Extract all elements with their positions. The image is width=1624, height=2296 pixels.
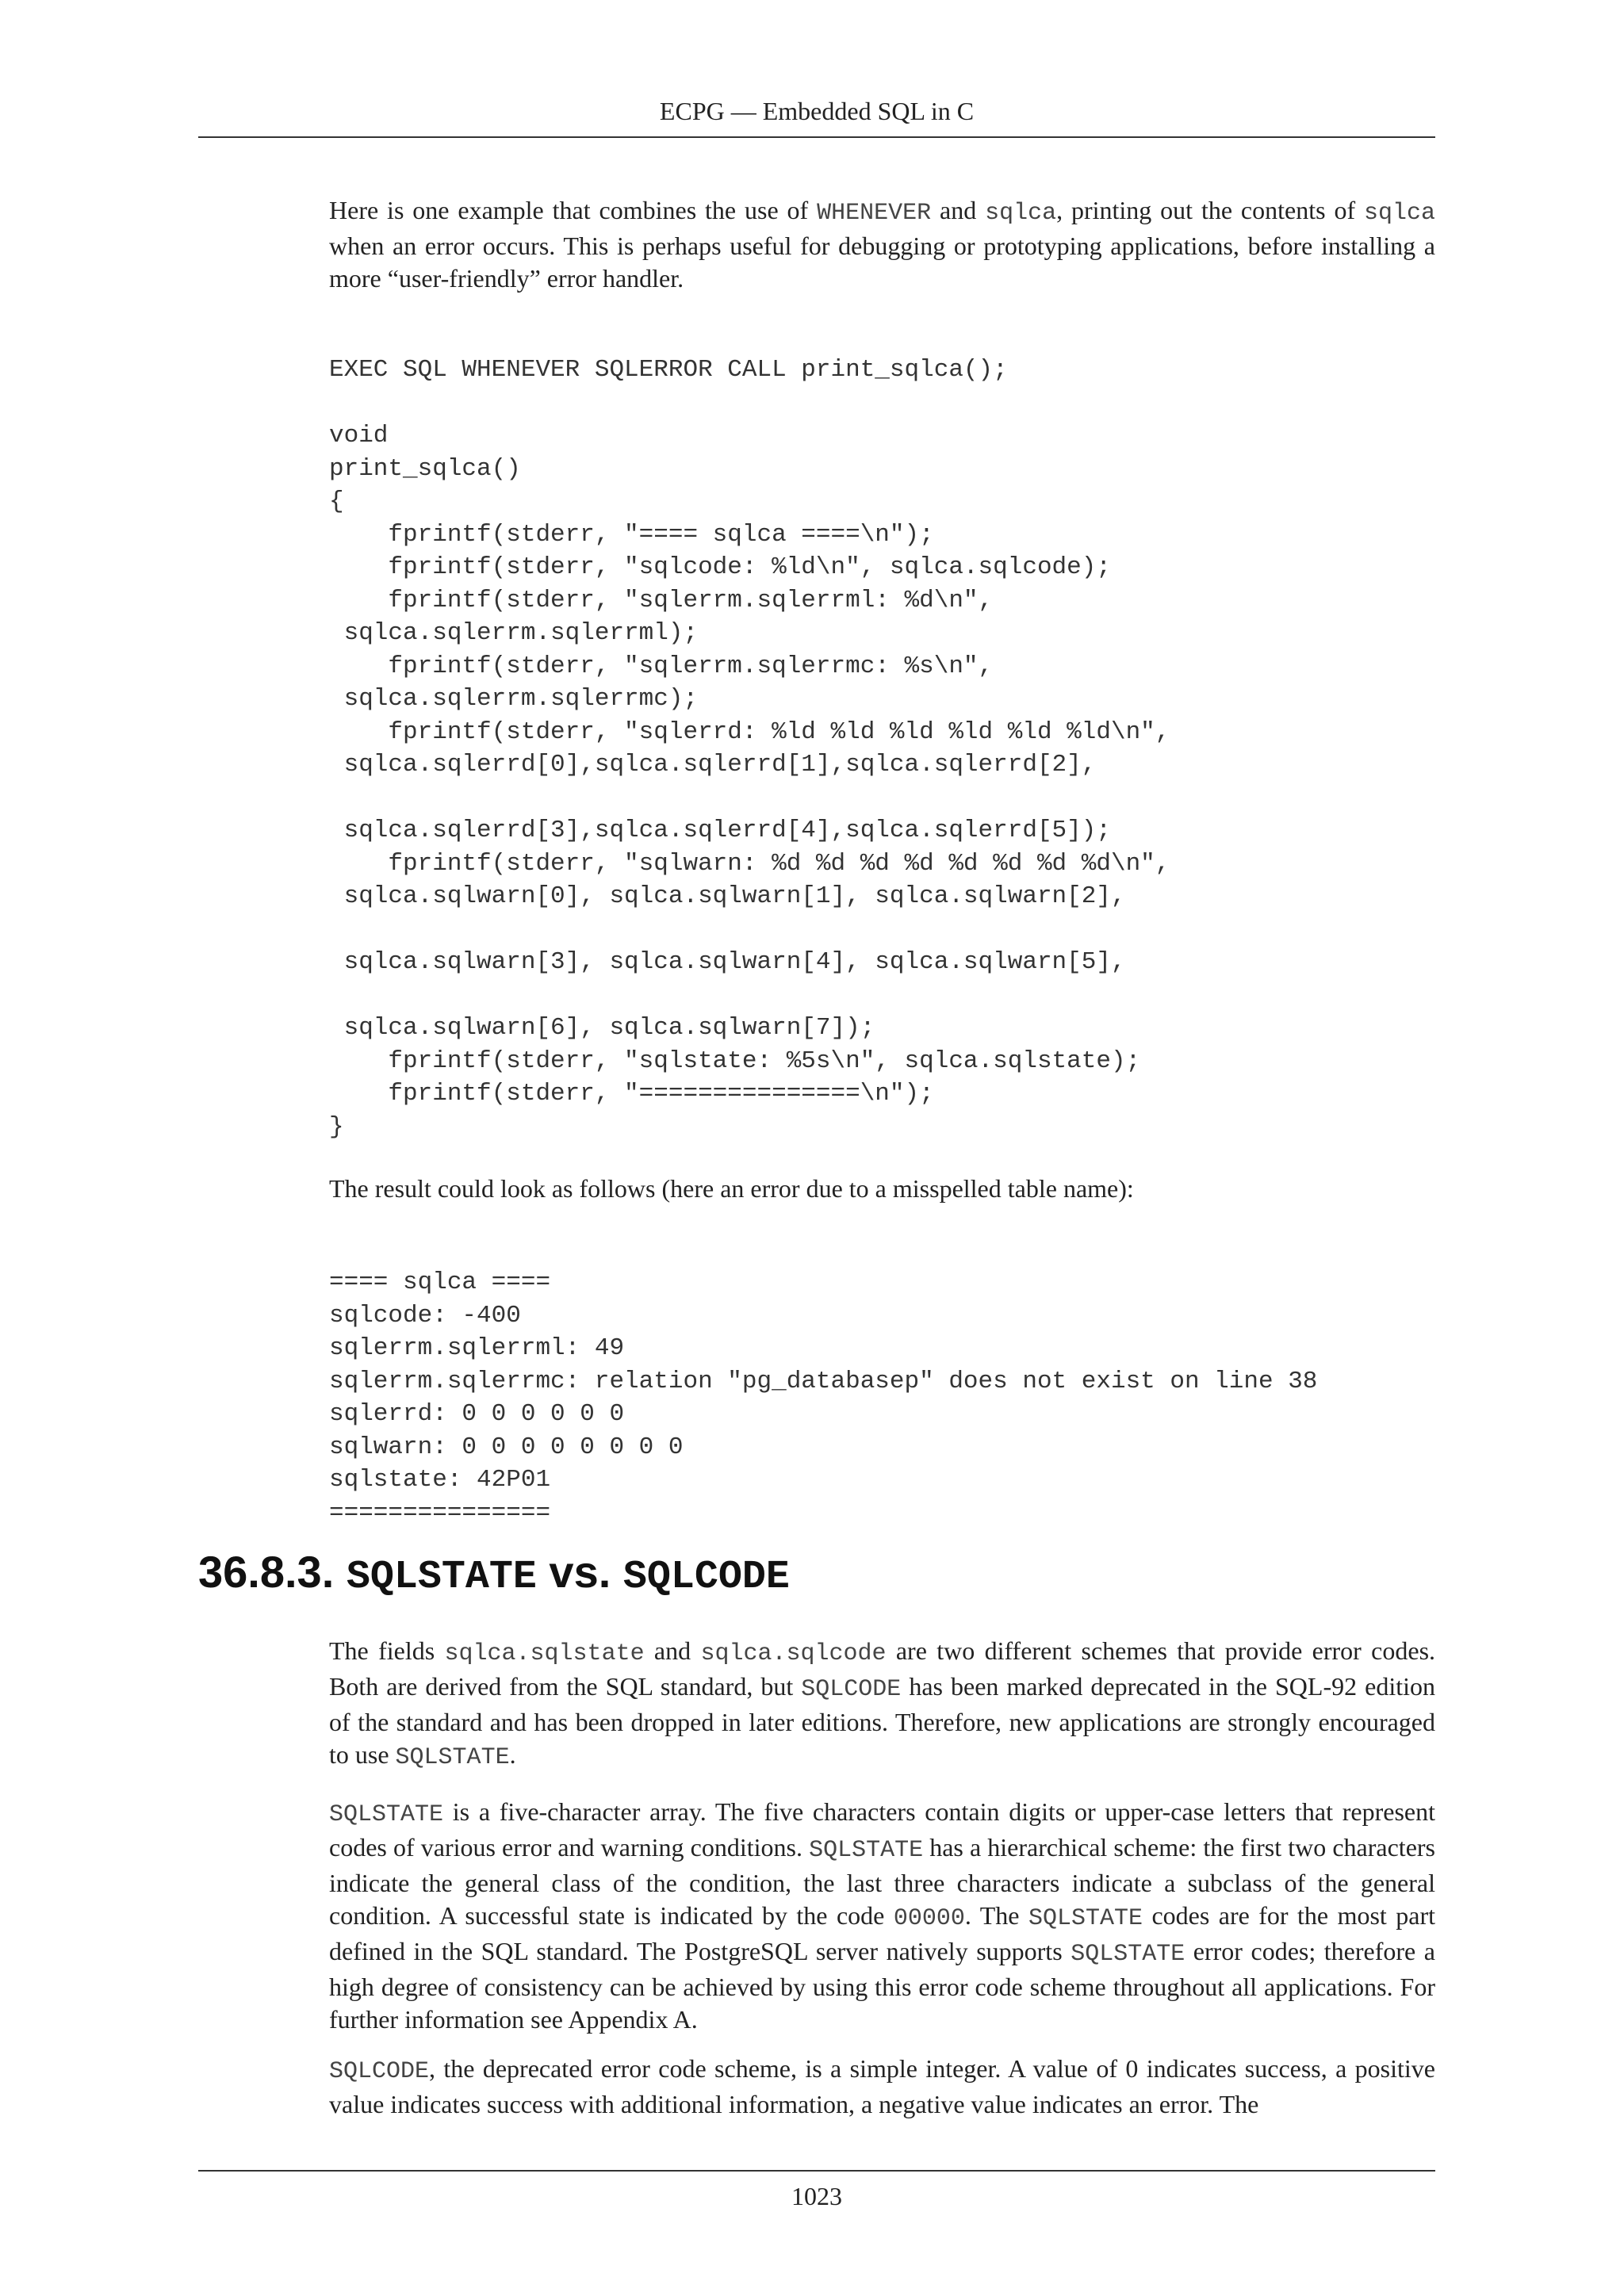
paragraph-1-block xyxy=(329,1635,1435,1774)
section-code-sqlstate: SQLSTATE xyxy=(346,1555,537,1600)
text-run: and xyxy=(931,196,986,224)
paragraph-3-block xyxy=(329,2053,1435,2121)
text-run: are two different schemes that provide error codes. Both are derived from the SQL standard, but xyxy=(329,1636,1436,1701)
paragraph-sqlcode xyxy=(329,2053,1435,2121)
inline-code: sqlca.sqlcode xyxy=(700,1640,887,1667)
inline-code: WHENEVER xyxy=(817,200,932,227)
text-run: , printing out the contents of xyxy=(1056,196,1364,224)
header-rule xyxy=(198,136,1435,138)
text-run: has been marked deprecated in the SQL-92 edition of the standard and has been dropped in later editions. Therefore, new applications are strongly encouraged to use xyxy=(329,1672,1435,1769)
result-output: ==== sqlca ==== sqlcode: -400 sqlerrm.sqlerrml: 49 sqlerrm.sqlerrmc: relation "pg_databasep" does not exist on line 38 sqlerrd: 0 0 0 0 0 0 sqlwarn: 0 0 0 0 0 0 0 0 sqlstate: 42P01 =============== xyxy=(329,1269,1318,1527)
text-run: has a hierarchical scheme: the first two characters indicate the general class of the condition, the last three characters indicate a subclass of the general condition. A successful state is indicated by the code xyxy=(329,1833,1436,1930)
intro-paragraph-block xyxy=(329,194,1435,295)
text-run: . The xyxy=(964,1901,1028,1930)
text-run: The fields xyxy=(329,1636,445,1665)
section-number: 36.8.3. xyxy=(198,1547,335,1597)
inline-code: SQLSTATE xyxy=(395,1744,510,1771)
running-header: ECPG — Embedded SQL in C xyxy=(659,97,975,125)
intro-paragraph xyxy=(329,194,1435,295)
result-output-block xyxy=(329,1266,1435,1529)
result-intro: The result could look as follows (here an error due to a misspelled table name): xyxy=(329,1174,1134,1203)
section-vs: vs. xyxy=(536,1547,623,1597)
inline-code: SQLCODE xyxy=(801,1676,902,1703)
text-run: error codes; therefore a high degree of consistency can be achieved by using this error code scheme throughout all applications. For further information see Appendix A. xyxy=(329,1937,1436,2034)
page-number: 1023 xyxy=(791,2182,842,2210)
inline-code: sqlca.sqlstate xyxy=(444,1640,645,1667)
paragraph-sqlstate xyxy=(329,1796,1435,2036)
text-run: when an error occurs. This is perhaps useful for debugging or prototyping applications, before installing a more “user-friendly” error handler. xyxy=(329,232,1435,293)
footer-rule xyxy=(198,2170,1435,2172)
section-heading xyxy=(198,1544,790,1605)
result-intro-block xyxy=(329,1173,1435,1205)
text-run: , the deprecated error code scheme, is a simple integer. A value of 0 indicates success, a positive value indicates success with additional information, a negative value indicates an error. The xyxy=(329,2054,1435,2118)
inline-code: SQLCODE xyxy=(329,2058,430,2085)
inline-code: SQLSTATE xyxy=(329,1801,444,1828)
text-run: Here is one example that combines the use of xyxy=(329,196,818,224)
inline-code: sqlca xyxy=(1364,200,1436,227)
code-example: EXEC SQL WHENEVER SQLERROR CALL print_sqlca(); void print_sqlca() { fprintf(stderr, "==== sqlca ====\n"); fprintf(stderr, "sqlcode: %ld\n", sqlca.sqlcode); fprintf(stderr, "sqlerrm.sqlerrml: %d\n", sqlca.sqlerrm.sqlerrml); fprintf(stderr, "sqlerrm.sqlerrmc: %s\n", sqlca.sqlerrm.sqlerrmc); fprintf(stderr, "sqlerrd: %ld %ld %ld %ld %ld %ld\n", sqlca.sqlerrd[0],sqlca.sqlerrd[1],sqlca.sqlerrd[2], sqlca.sqlerrd[3],sqlca.sqlerrd[4],sqlca.sqlerrd[5]); fprintf(stderr, "sqlwarn: %d %d %d %d %d %d %d %d\n", sqlca.sqlwarn[0], sqlca.sqlwarn[1], sqlca.sqlwarn[2], sqlca.sqlwarn[3], sqlca.sqlwarn[4], sqlca.sqlwarn[5], sqlca.sqlwarn[6], sqlca.sqlwarn[7]); fprintf(stderr, "sqlstate: %5s\n", sqlca.sqlstate); fprintf(stderr, "===============\n"); } xyxy=(329,356,1170,1141)
inline-code: 00000 xyxy=(893,1905,965,1932)
inline-code: SQLSTATE xyxy=(1028,1905,1143,1932)
text-run: . xyxy=(509,1740,516,1769)
paragraph-fields xyxy=(329,1635,1435,1774)
text-run: is a five-character array. The five characters contain digits or upper-case letters that represent codes of various error and warning conditions. xyxy=(329,1797,1435,1862)
inline-code: SQLSTATE xyxy=(1071,1941,1185,1968)
code-example-block xyxy=(329,354,1435,1143)
inline-code: sqlca xyxy=(985,200,1057,227)
section-code-sqlcode: SQLCODE xyxy=(622,1555,790,1600)
paragraph-2-block xyxy=(329,1796,1435,2036)
inline-code: SQLSTATE xyxy=(809,1837,924,1864)
text-run: codes are for the most part defined in the SQL standard. The PostgreSQL server natively supports xyxy=(329,1901,1436,1965)
text-run: and xyxy=(644,1636,701,1665)
